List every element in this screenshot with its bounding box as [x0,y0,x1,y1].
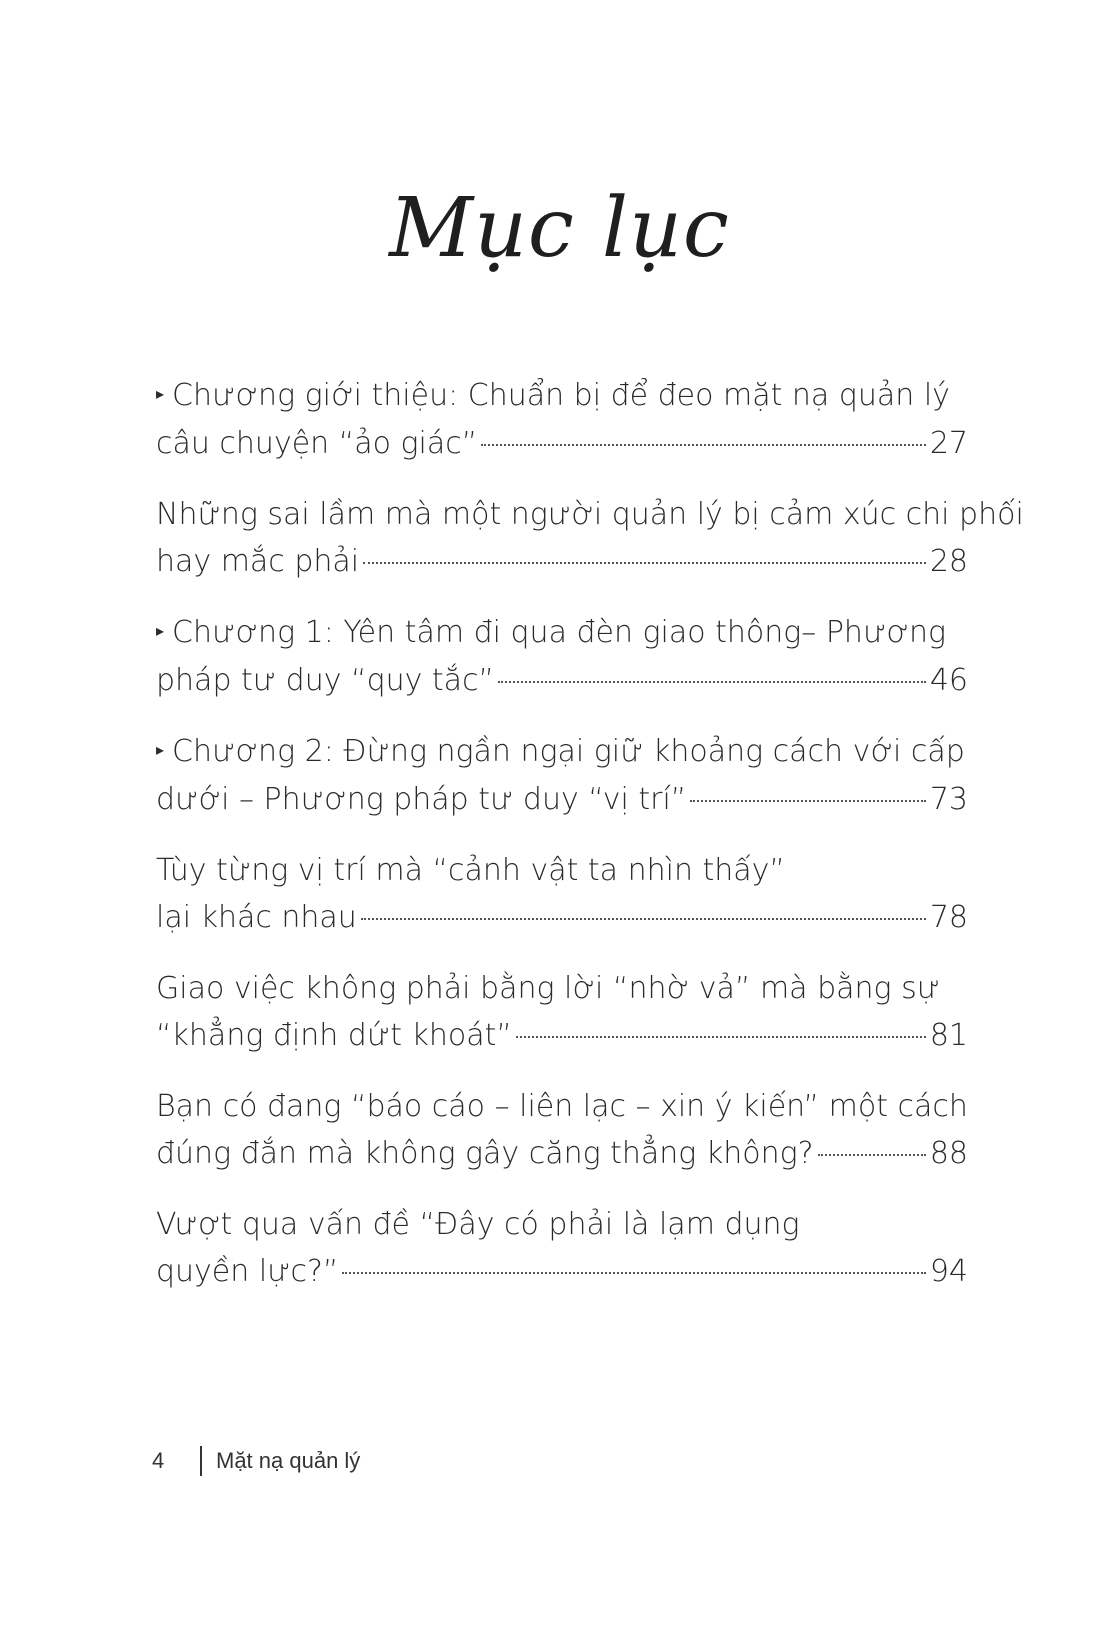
toc-page-number: 73 [929,782,968,817]
dot-leader [818,1154,926,1156]
page-footer [152,1444,360,1478]
toc-entry-title-cont: đúng đắn mà không gây căng thẳng không? [156,1136,814,1171]
toc-entry-title: Bạn có đang “báo cáo – liên lạc – xin ý kiến” một cách [156,1089,968,1124]
toc-entry[interactable] [156,728,968,823]
toc-page-number: 46 [929,663,968,698]
toc-page-number: 78 [929,900,968,935]
dot-leader [516,1036,926,1038]
toc-page-number: 28 [929,544,968,579]
toc-entry-title: Chương 2: Đừng ngần ngại giữ khoảng cách với cấp [172,734,965,769]
triangle-bullet-icon: ▸ [156,621,165,640]
toc-entry-title: Những sai lầm mà một người quản lý bị cảm xúc chi phối [156,497,1024,532]
toc-entry-title: Chương giới thiệu: Chuẩn bị để đeo mặt nạ quản lý [172,378,950,413]
toc-entry-title-cont: pháp tư duy “quy tắc” [156,663,495,698]
triangle-bullet-icon: ▸ [156,740,165,759]
toc-entry-title: Chương 1: Yên tâm đi qua đèn giao thông– Phương [172,615,947,650]
page-title: Mục lục [389,181,730,276]
dot-leader [361,918,926,920]
toc-entry-title-cont: quyền lực?” [156,1254,339,1289]
toc-page-number: 88 [929,1136,968,1171]
footer-page-number: 4 [152,1448,165,1473]
toc-entry[interactable] [156,372,968,467]
table-of-contents [156,372,1024,1319]
toc-page-number: 94 [929,1254,968,1289]
toc-entry-title-cont: lại khác nhau [156,900,357,935]
toc-entry-title-cont: câu chuyện “ảo giác” [156,426,478,461]
footer-divider [200,1446,202,1476]
toc-entry[interactable] [156,609,968,704]
toc-entry[interactable] [156,491,1024,585]
toc-entry[interactable] [156,1201,968,1295]
toc-entry-title: Vượt qua vấn đề “Đây có phải là lạm dụng [156,1207,800,1242]
dot-leader [363,562,926,564]
toc-entry[interactable] [156,847,968,941]
toc-entry-title: Tùy từng vị trí mà “cảnh vật ta nhìn thấy” [156,853,785,888]
triangle-bullet-icon: ▸ [156,384,165,403]
toc-entry-title-cont: hay mắc phải [156,544,360,579]
dot-leader [342,1272,925,1274]
dot-leader [690,800,925,802]
toc-entry-title-cont: “khẳng định dứt khoát” [156,1018,512,1053]
dot-leader [481,444,926,446]
toc-entry-title-cont: dưới – Phương pháp tư duy “vị trí” [156,782,687,817]
dot-leader [498,681,926,683]
toc-entry-title: Giao việc không phải bằng lời “nhờ vả” mà bằng sự [156,971,941,1006]
footer-book-title: Mặt nạ quản lý [216,1448,361,1473]
toc-page-number: 27 [929,426,968,461]
toc-entry[interactable] [156,965,968,1059]
toc-entry[interactable] [156,1083,968,1177]
toc-page-number: 81 [929,1018,968,1053]
